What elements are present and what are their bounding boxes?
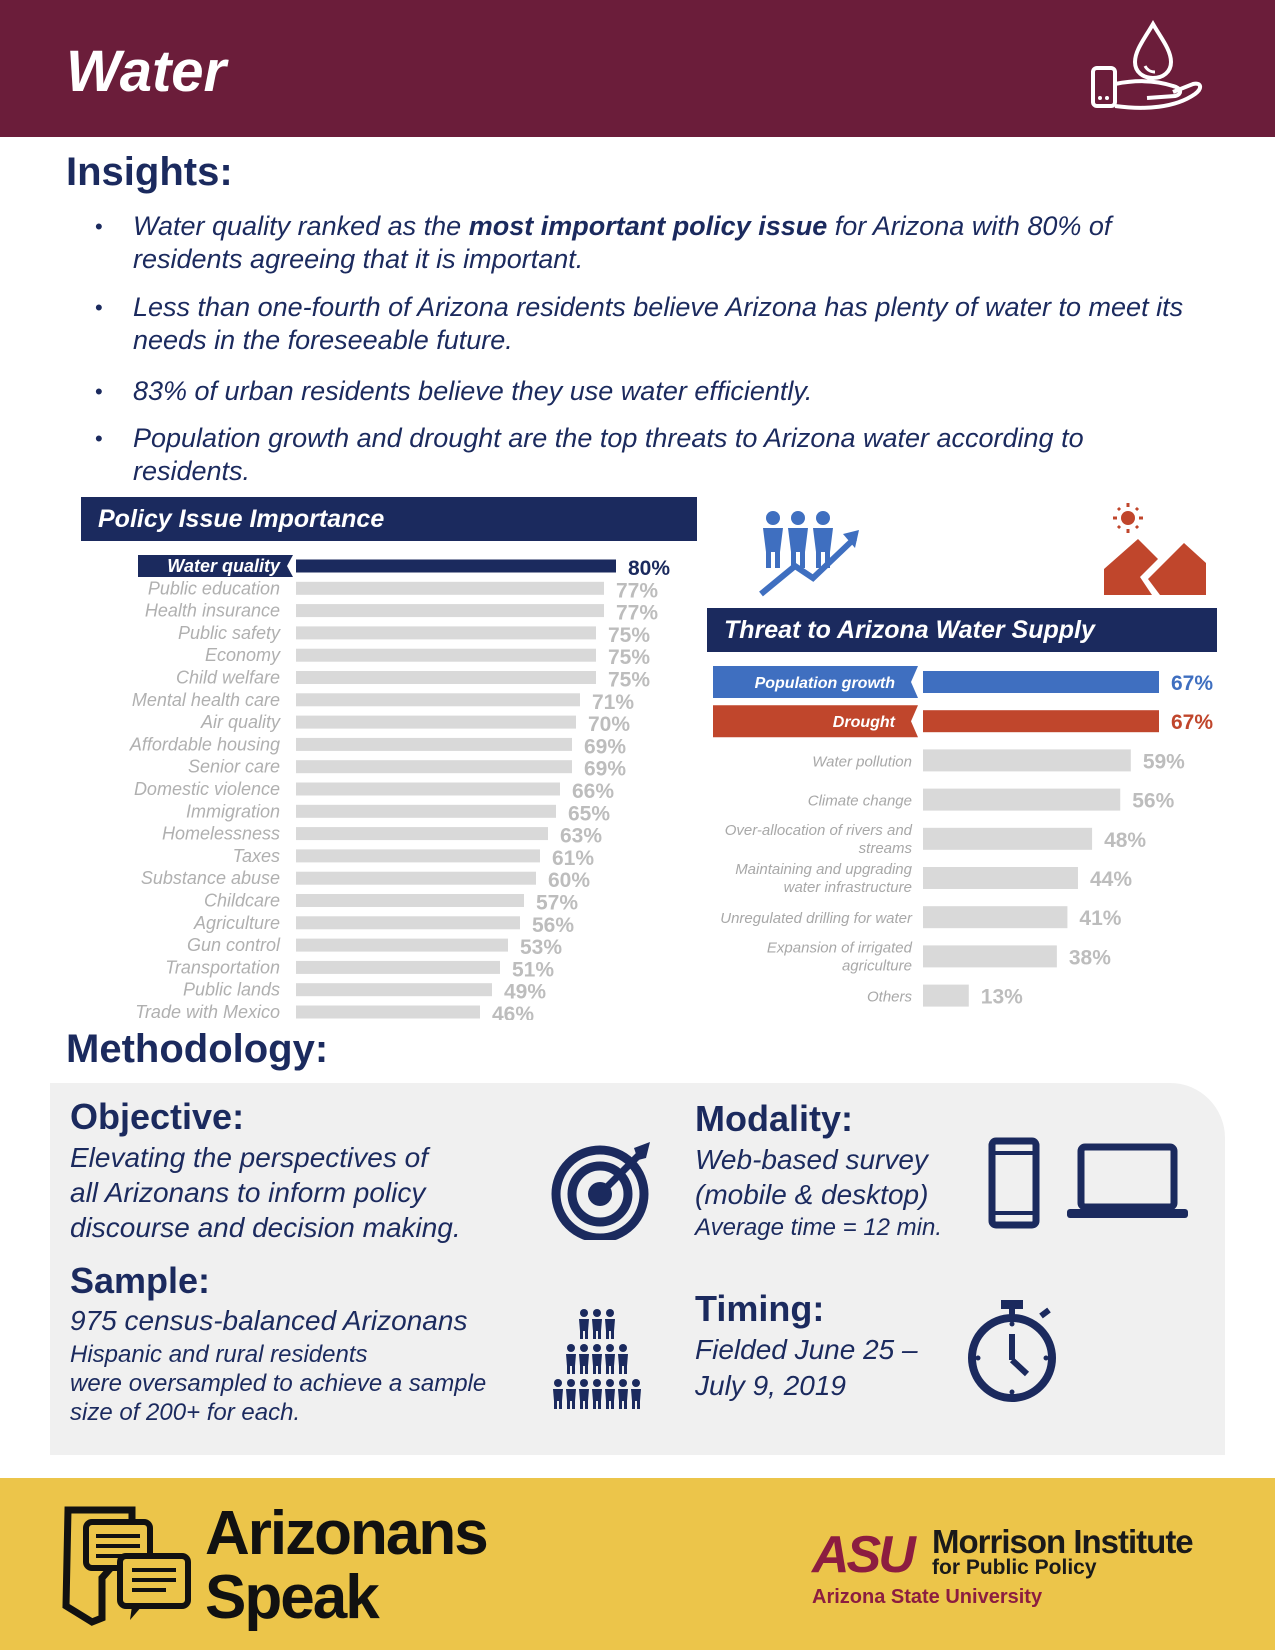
bar: [296, 805, 556, 818]
bar: [296, 916, 520, 929]
bar: [296, 872, 536, 885]
category-label: Economy: [204, 645, 280, 666]
person: [580, 1379, 588, 1387]
sample-heading: Sample:: [70, 1260, 211, 1301]
people-pyramid-icon: [550, 1305, 645, 1415]
insight-item: [95, 375, 1205, 408]
category-label: Public lands: [182, 979, 280, 1000]
sample-line: 975 census-balanced Arizonans: [70, 1305, 468, 1336]
bar: [296, 560, 616, 573]
data-label: 59%: [1142, 750, 1185, 774]
data-label: 80%: [628, 557, 671, 580]
objective-line: Elevating the perspectives of: [70, 1142, 428, 1173]
person: [605, 1354, 615, 1366]
person: [606, 1366, 609, 1374]
person: [593, 1401, 596, 1409]
person: [619, 1379, 627, 1387]
data-label: 75%: [608, 668, 651, 692]
person: [572, 1366, 575, 1374]
brand-name-line1: Arizonans: [205, 1499, 487, 1568]
sample-detail: size of 200+ for each.: [70, 1399, 301, 1426]
insight-item: [95, 291, 1205, 357]
bar: [296, 760, 572, 773]
person: [619, 1344, 627, 1352]
arizona-chat-icon: [62, 1500, 197, 1630]
category-label: Affordable housing: [129, 734, 280, 755]
category-label: Child welfare: [175, 667, 280, 688]
data-label: 69%: [584, 735, 627, 759]
data-label: 53%: [520, 936, 563, 960]
timing-line: Fielded June 25 –: [695, 1334, 918, 1365]
person: [554, 1379, 562, 1387]
stopwatch-icon: [965, 1298, 1060, 1403]
category-label: Childcare: [203, 890, 280, 911]
person: [585, 1331, 588, 1339]
bar: [296, 626, 596, 639]
person: [619, 1366, 622, 1374]
category-label: Drought: [832, 714, 895, 732]
insight-text: Population growth and drought are the top threats to Arizona water according to residents.: [133, 423, 1084, 486]
category-label: Others: [866, 988, 912, 1006]
person: [619, 1401, 622, 1409]
bar: [296, 827, 548, 840]
modality-heading: Modality:: [695, 1098, 853, 1139]
policy-chart-title: Policy Issue Importance: [81, 497, 697, 541]
person: [611, 1401, 614, 1409]
insight-text: for Arizona with 80% of residents agreeing that it is important.: [133, 211, 1112, 274]
bar: [296, 894, 524, 907]
data-label: 69%: [584, 757, 627, 781]
objective-line: all Arizonans to inform policy: [70, 1177, 426, 1208]
category-label: Homelessness: [161, 823, 280, 844]
person: [598, 1366, 601, 1374]
person: [593, 1331, 596, 1339]
person: [592, 1319, 602, 1331]
person: [567, 1366, 570, 1374]
university-name: Arizona State University: [812, 1586, 1043, 1608]
bar: [296, 783, 560, 796]
policy-importance-chart: [80, 550, 700, 1020]
person: [579, 1389, 589, 1401]
category-label: Immigration: [185, 801, 280, 822]
bar: [296, 716, 576, 729]
bullet: •: [95, 295, 103, 320]
category-label: Public safety: [177, 622, 280, 643]
person: [567, 1344, 575, 1352]
target-icon: [550, 1140, 660, 1240]
bar: [296, 693, 580, 706]
institute-name: Morrison Institute: [932, 1523, 1193, 1560]
data-label: 75%: [608, 623, 651, 647]
person: [611, 1331, 614, 1339]
insights-heading: Insights:: [66, 150, 233, 194]
person: [585, 1366, 588, 1374]
person: [567, 1401, 570, 1409]
person: [598, 1401, 601, 1409]
data-label: 70%: [588, 713, 631, 737]
data-label: 57%: [536, 891, 579, 915]
person: [585, 1401, 588, 1409]
person: [579, 1354, 589, 1366]
population-growth-icon: [755, 508, 865, 598]
modality-time: Average time = 12 min.: [695, 1214, 943, 1241]
person: [572, 1401, 575, 1409]
data-label: 61%: [552, 846, 595, 870]
person: [624, 1401, 627, 1409]
timing-heading: Timing:: [695, 1288, 825, 1329]
page-title: Water: [66, 39, 227, 104]
person: [606, 1344, 614, 1352]
sample-detail: were oversampled to achieve a sample: [70, 1370, 487, 1397]
data-label: 66%: [572, 780, 615, 803]
data-label: 56%: [532, 913, 575, 937]
data-label: 38%: [1068, 946, 1111, 970]
data-label: 44%: [1089, 868, 1133, 891]
bar: [923, 945, 1057, 967]
bar: [923, 671, 1159, 693]
category-label: Public education: [147, 578, 280, 599]
bar: [923, 985, 969, 1007]
person: [632, 1401, 635, 1409]
data-label: 60%: [548, 869, 591, 893]
person: [579, 1319, 589, 1331]
person: [553, 1389, 563, 1401]
person: [592, 1354, 602, 1366]
bar: [296, 849, 540, 862]
category-label: Mental health care: [131, 689, 280, 710]
data-label: 49%: [504, 980, 547, 1004]
category-label: Agriculture: [193, 912, 280, 933]
category-label: Taxes: [232, 845, 280, 866]
category-label: Water pollution: [812, 753, 912, 771]
data-label: 77%: [616, 601, 659, 625]
modality-line: Web-based survey: [695, 1144, 928, 1175]
data-label: 46%: [492, 1003, 535, 1020]
data-label: 51%: [512, 958, 555, 982]
bullet: •: [95, 426, 103, 451]
insight-text: Water quality ranked as the: [133, 211, 469, 241]
person: [566, 1389, 576, 1401]
laptop-icon: [1065, 1143, 1190, 1223]
data-label: 77%: [616, 579, 659, 603]
institute-subtitle: for Public Policy: [932, 1556, 1097, 1579]
person: [605, 1319, 615, 1331]
asu-logo: ASU: [812, 1526, 913, 1584]
person: [632, 1379, 640, 1387]
data-label: 48%: [1104, 828, 1147, 852]
brand-name-line2: Speak: [205, 1563, 378, 1632]
bar: [296, 983, 492, 996]
person: [593, 1366, 596, 1374]
person: [566, 1354, 576, 1366]
person: [593, 1344, 601, 1352]
category-label: Senior care: [187, 756, 280, 777]
category-label: Climate change: [807, 792, 912, 810]
objective-line: discourse and decision making.: [70, 1212, 461, 1243]
category-label: Over-allocation of rivers and streams: [724, 821, 912, 857]
bar: [296, 649, 596, 662]
bar: [923, 749, 1131, 771]
bar: [923, 789, 1120, 811]
person: [580, 1344, 588, 1352]
data-label: 41%: [1079, 907, 1122, 931]
person: [559, 1401, 562, 1409]
insight-text: Less than one-fourth of Arizona residents believe Arizona has plenty of water to meet its needs in the foreseeable future.: [133, 292, 1184, 355]
bar: [923, 710, 1159, 732]
data-label: 13%: [980, 985, 1023, 1009]
category-label: Domestic violence: [133, 779, 280, 799]
methodology-heading: Methodology:: [66, 1027, 329, 1071]
category-label: Unregulated drilling for water: [720, 910, 912, 928]
water-hand-icon: [1085, 18, 1215, 118]
category-label: Expansion of irrigated agriculture: [766, 939, 912, 975]
person: [637, 1401, 640, 1409]
bullet: •: [95, 379, 103, 404]
category-label: Substance abuse: [140, 868, 280, 889]
bar: [296, 604, 604, 617]
person: [598, 1331, 601, 1339]
drought-icon: [1100, 503, 1210, 598]
bar: [923, 828, 1092, 850]
bullet: •: [95, 214, 103, 239]
person: [606, 1401, 609, 1409]
person: [580, 1331, 583, 1339]
person: [554, 1401, 557, 1409]
phone-icon: [988, 1137, 1040, 1229]
person: [618, 1354, 628, 1366]
person: [631, 1389, 641, 1401]
person: [580, 1309, 588, 1317]
insight-item: [95, 210, 1205, 276]
data-label: 75%: [608, 646, 651, 670]
person: [592, 1389, 602, 1401]
objective-heading: Objective:: [70, 1096, 245, 1137]
data-label: 65%: [568, 802, 611, 826]
category-label: Maintaining and upgrading water infrastructure: [735, 861, 912, 896]
person: [606, 1379, 614, 1387]
modality-line: (mobile & desktop): [695, 1179, 929, 1210]
person: [593, 1309, 601, 1317]
data-label: 71%: [592, 690, 635, 714]
bar: [296, 961, 500, 974]
person: [593, 1379, 601, 1387]
bar: [296, 939, 508, 952]
person: [606, 1331, 609, 1339]
insight-item: [95, 422, 1205, 488]
category-label: Health insurance: [144, 600, 280, 621]
bar: [296, 671, 596, 684]
category-label: Gun control: [186, 935, 280, 956]
category-label: Trade with Mexico: [135, 1002, 280, 1020]
bar: [923, 906, 1067, 928]
person: [618, 1389, 628, 1401]
bar: [296, 1006, 480, 1019]
data-label: 67%: [1171, 711, 1214, 735]
bar: [296, 738, 572, 751]
person: [580, 1401, 583, 1409]
threat-chart-title: Threat to Arizona Water Supply: [707, 608, 1217, 652]
bar: [923, 867, 1078, 889]
insight-text: 83% of urban residents believe they use water efficiently.: [133, 376, 813, 406]
person: [567, 1379, 575, 1387]
data-label: 63%: [560, 824, 603, 848]
threat-supply-chart: [700, 660, 1240, 1020]
category-label: Air quality: [200, 712, 280, 733]
category-label: Water quality: [167, 556, 280, 576]
category-label: Transportation: [165, 957, 280, 978]
insight-emphasis: most important policy issue: [468, 211, 828, 241]
bar: [296, 582, 604, 595]
person: [624, 1366, 627, 1374]
data-label: 67%: [1171, 672, 1214, 695]
data-label: 56%: [1132, 789, 1175, 813]
sample-detail: Hispanic and rural residents: [70, 1341, 368, 1368]
person: [606, 1309, 614, 1317]
category-label: Population growth: [754, 675, 895, 692]
person: [605, 1389, 615, 1401]
person: [580, 1366, 583, 1374]
person: [611, 1366, 614, 1374]
timing-line: July 9, 2019: [695, 1370, 846, 1401]
